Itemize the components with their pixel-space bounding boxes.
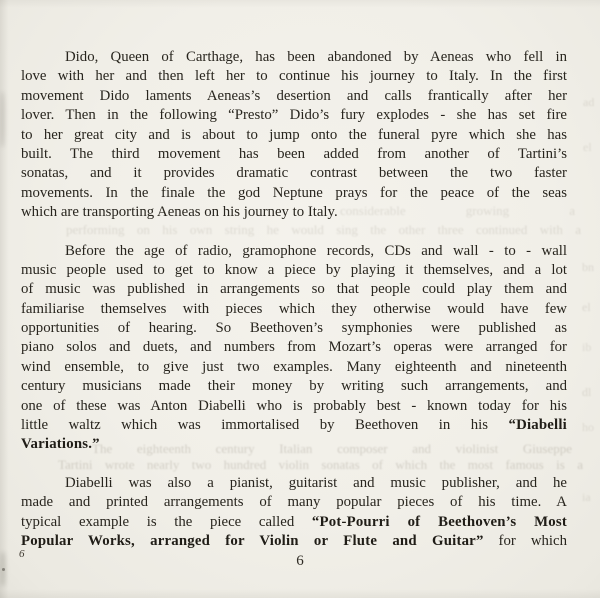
text-line [21,106,567,125]
text-line [21,377,567,396]
text-line [21,338,567,357]
show-through-text: considerable growing a [340,203,575,218]
body-text: familiarise themselves with pieces which they otherwise would have few [21,300,567,317]
text-line [21,242,567,261]
paragraph [21,242,567,455]
body-text: which are transporting Aeneas on his journey to Italy. [21,204,338,221]
text-line [21,435,567,454]
text-line [21,48,567,67]
paragraph [21,474,567,552]
show-through-text: bn [582,260,594,274]
body-text: Before the age of radio, gramophone records, CDs and wall - to - wall [65,242,567,259]
show-through-text: dl [582,385,592,399]
body-text: of music was published in arrangements so that people could play them and [21,281,567,298]
text-line [21,397,567,416]
body-text: wind ensemble, to give just two examples. Many eighteenth and nineteenth [21,358,567,375]
text-line [21,87,567,106]
text-line [21,300,567,319]
body-text: Dido, Queen of Carthage, has been abandoned by Aeneas who fell in [65,49,567,65]
body-text: music people used to get to know a piece by playing it themselves, and a lot [21,261,567,278]
body-text: opportunities of hearing. So Beethoven’s symphonies were published as [21,320,567,337]
bold-text: “Pot-Pourri of Beethoven’s Most [311,513,567,530]
text-line [21,493,567,512]
text-line [21,203,567,222]
page-text [21,48,567,551]
bold-text: Variations.” [21,436,100,453]
show-through-text: ad [583,95,595,109]
show-through-text: el [583,140,592,154]
show-through-text: el [582,300,591,314]
body-text: piano solos and duets, and numbers from Mozart’s operas were arranged for [21,339,567,356]
text-line [21,145,567,164]
body-text: movement Dido laments Aeneas’s desertion and calls frantically after her [21,87,567,104]
scan-edge-shading-bottom [0,589,600,598]
show-through-text: Tartini wrote nearly two hundred violin sonatas of which the most famous is a [58,457,583,472]
show-through-text: ib [582,340,592,354]
show-through-text: The eighteenth century Italian composer and violinist Giuseppe [92,441,572,456]
text-line [21,474,567,493]
scan-edge-shading-left [0,0,10,598]
page-number: 6 [296,553,304,569]
body-text: Diabelli was also a pianist, guitarist and music publisher, and he [65,474,567,491]
text-line [21,416,567,435]
body-text: built. The third movement has been added from another of Tartini’s [21,145,567,162]
body-text: for which [483,532,567,549]
body-text: love with her and then left her to continue his journey to Italy. In the first [21,68,567,85]
text-line [21,280,567,299]
body-text: lover. Then in the following “Presto” Dido’s fury explodes - she has set fire [21,107,567,124]
footer-signature-number: 6 [19,548,25,560]
text-line [21,184,567,203]
show-through-text: ho [582,420,594,434]
body-text: little waltz which was immortalised by Beethoven in his [21,417,509,434]
text-line [21,261,567,280]
bold-text: “Diabelli [508,417,567,434]
bold-text: Popular Works, arranged for Violin or Flute and Guitar” [21,532,484,549]
scan-edge-shading-top [0,0,600,8]
paragraph [21,48,567,223]
text-line [21,513,567,532]
body-text: sonatas, and it provides dramatic contrast between the two faster [21,165,567,182]
text-line [21,319,567,338]
text-line [21,358,567,377]
body-text: one of these was Anton Diabelli who is probably best - known today for his [21,397,567,414]
show-through-text: ia [582,490,591,504]
body-text: made and printed arrangements of many popular pieces of his time. A [21,494,567,511]
scan-speck [2,568,5,571]
text-line [21,164,567,183]
body-text: to her great city and is about to jump onto the funeral pyre which she has [21,126,567,143]
text-line [21,126,567,145]
body-text: century musicians made their money by writing such arrangements, and [21,378,567,395]
body-text: typical example is the piece called [21,513,312,530]
show-through-text: performing on his own string he would sing the other three continued with a [66,222,581,237]
scan-smudge [0,92,5,147]
text-line [21,67,567,86]
text-line [21,532,567,551]
body-text: movements. In the finale the god Neptune prays for the peace of the seas [21,184,567,201]
